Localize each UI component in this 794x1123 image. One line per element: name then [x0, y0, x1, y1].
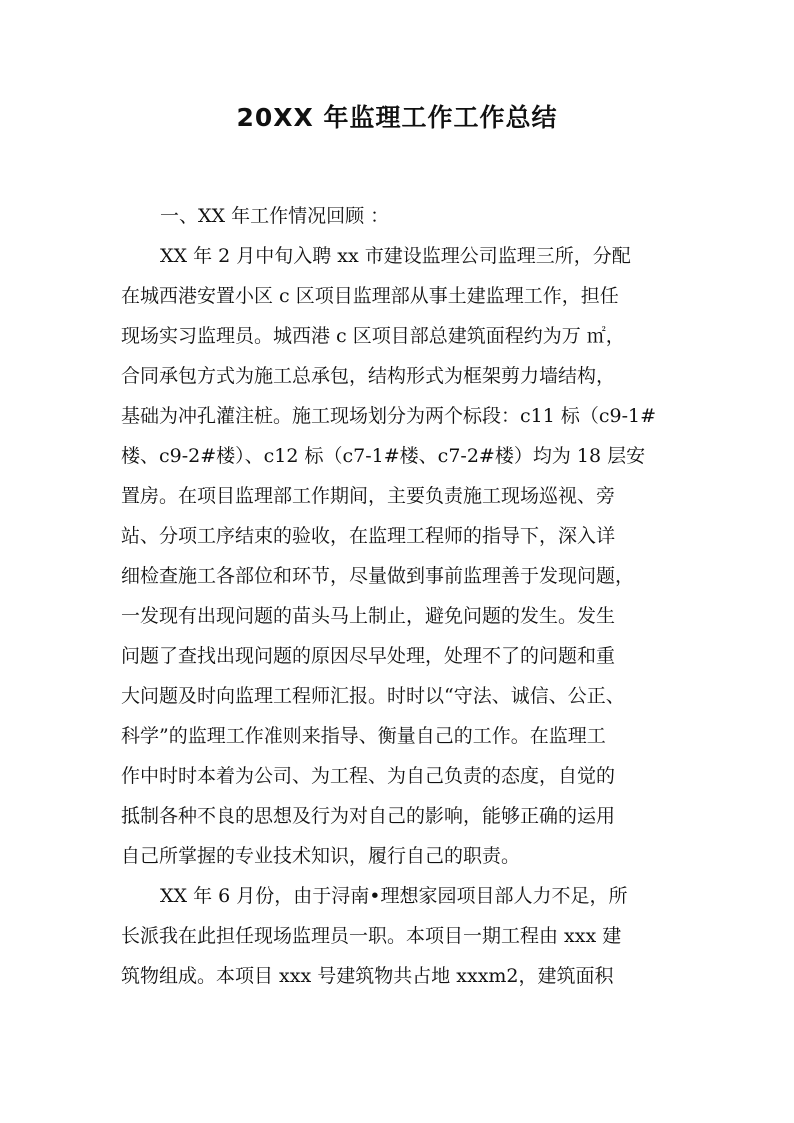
paragraph-line: 现场实习监理员。城西港 c 区项目部总建筑面程约为万 ㎡，: [121, 325, 625, 347]
section-heading: 一、XX 年工作情况回顾 ：: [160, 205, 390, 227]
paragraph-line: 长派我在此担任现场监理员一职。本项目一期工程由 xxx 建: [121, 925, 622, 947]
paragraph-line: 大问题及时向监理工程师汇报。时时以“守法、诚信、公正、: [121, 685, 625, 707]
document-title: 20XX 年监理工作工作总结: [236, 103, 558, 132]
document-body: [121, 196, 673, 996]
paragraph-line: 科学”的监理工作准则来指导、衡量自己的工作。在监理工: [121, 725, 606, 747]
paragraph-line: 自己所掌握的专业技术知识，履行自己的职责。: [121, 845, 521, 867]
paragraph-line: 作中时时本着为公司、为工程、为自己负责的态度，自觉的: [121, 765, 616, 787]
paragraph-line: 基础为冲孔灌注桩。施工现场划分为两个标段：c11 标（c9-1#: [121, 405, 657, 427]
paragraph-line: 细检查施工各部位和环节，尽量做到事前监理善于发现问题，: [121, 565, 635, 587]
paragraph-line: 置房。在项目监理部工作期间，主要负责施工现场巡视、旁: [121, 485, 616, 507]
paragraph-line: 合同承包方式为施工总承包，结构形式为框架剪力墙结构，: [121, 365, 616, 387]
paragraph-line: 楼、c9-2#楼）、c12 标（c7-1#楼、c7-2#楼）均为 18 层安: [121, 445, 646, 467]
paragraph-line: 筑物组成。本项目 xxx 号建筑物共占地 xxxm2，建筑面积: [121, 965, 614, 987]
paragraph-line: 抵制各种不良的思想及行为对自己的影响，能够正确的运用: [121, 805, 616, 827]
paragraph-line: 在城西港安置小区 c 区项目监理部从事土建监理工作，担任: [121, 285, 619, 307]
paragraph-line: 一发现有出现问题的苗头马上制止，避免问题的发生。发生: [121, 605, 616, 627]
paragraph-line: 站、分项工序结束的验收，在监理工程师的指导下，深入详: [121, 525, 616, 547]
paragraph-line: 问题了查找出现问题的原因尽早处理，处理不了的问题和重: [121, 645, 616, 667]
paragraph-line: XX 年 2 月中旬入聘 xx 市建设监理公司监理三所，分配: [160, 245, 631, 267]
paragraph-line: XX 年 6 月份，由于浔南•理想家园项目部人力不足，所: [160, 885, 628, 907]
